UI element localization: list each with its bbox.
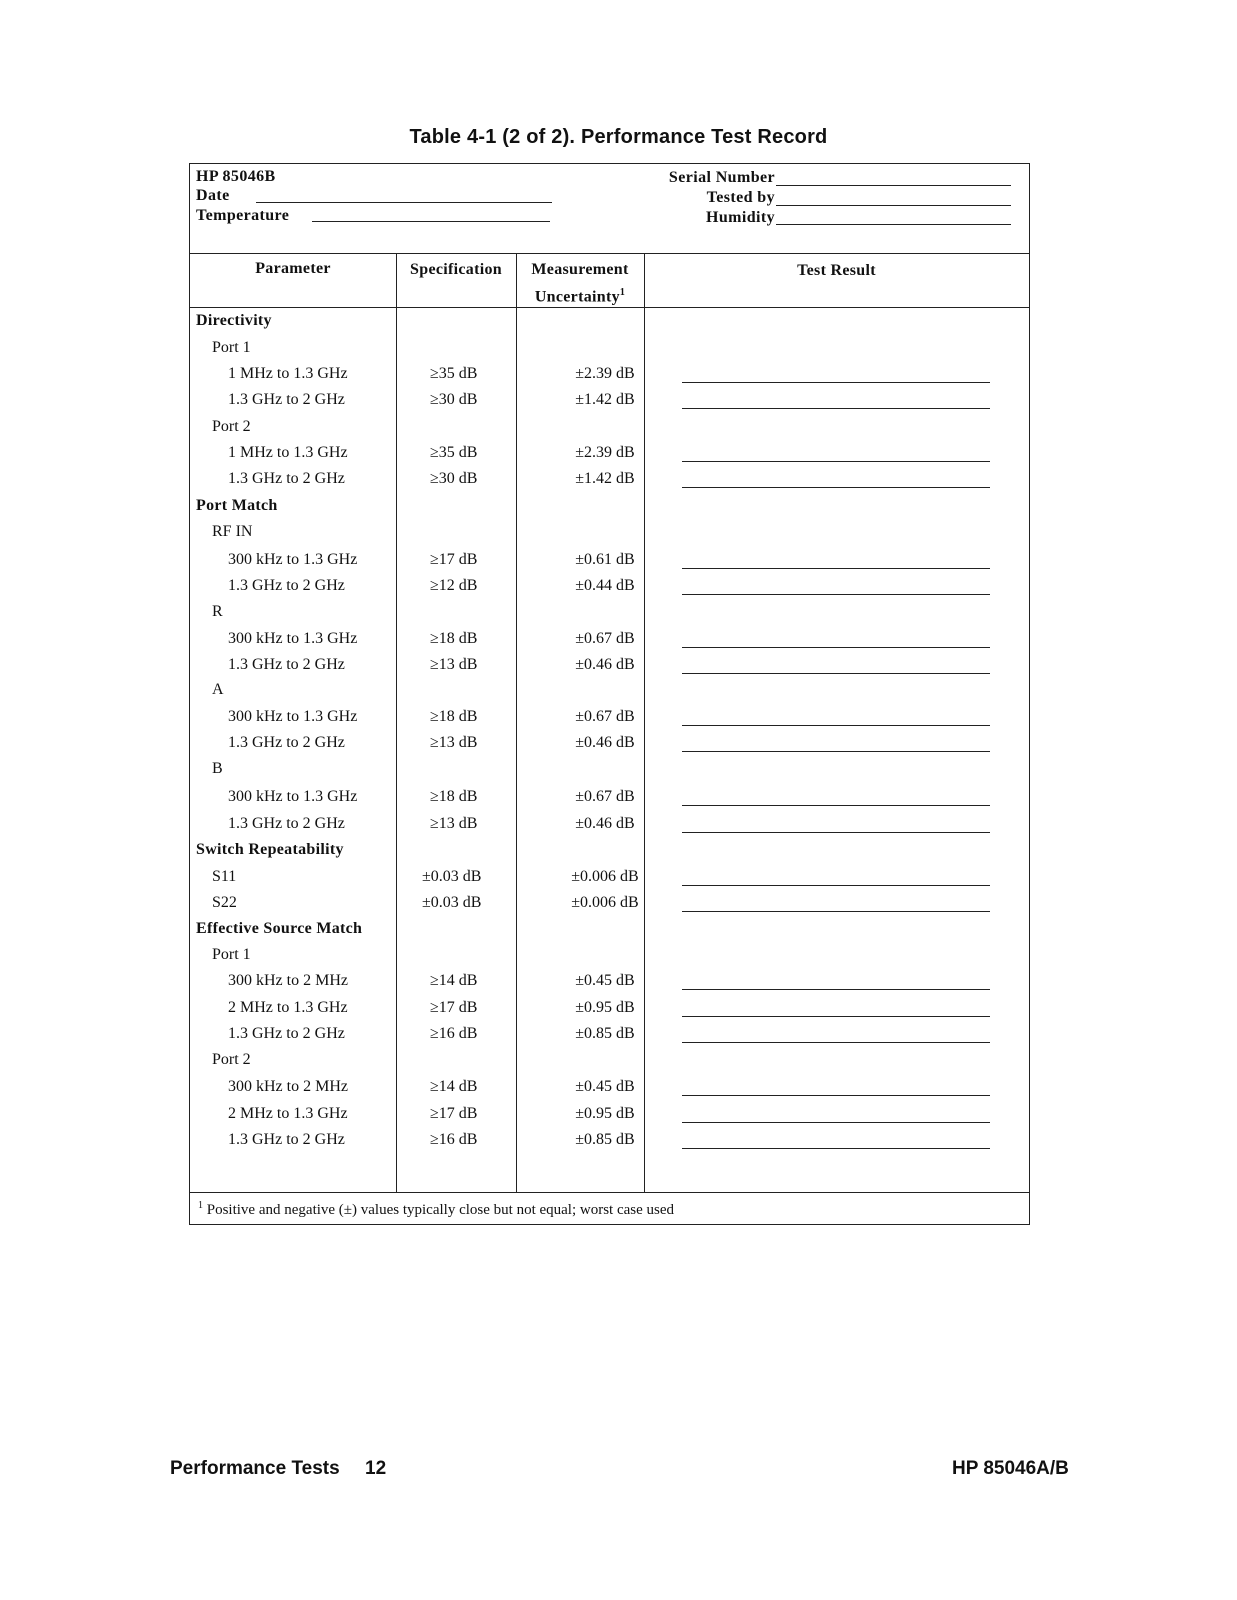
parameter-cell: Port Match	[196, 497, 278, 514]
column-headers	[190, 254, 1029, 308]
specification-cell: ≥30 dB	[430, 391, 478, 408]
table-row	[190, 1078, 1029, 1104]
test-result-field[interactable]	[682, 487, 990, 488]
footnote-number: 1	[198, 1200, 203, 1211]
uncertainty-cell: ±0.46 dB	[575, 734, 635, 751]
footnote	[190, 1192, 1029, 1224]
test-result-field[interactable]	[682, 1095, 990, 1096]
parameter-cell: 1.3 GHz to 2 GHz	[228, 391, 345, 408]
parameter-cell: Directivity	[196, 312, 272, 329]
table-row	[190, 946, 1029, 972]
parameter-header: Parameter	[255, 260, 331, 277]
test-result-field[interactable]	[682, 989, 990, 990]
date-label: Date	[196, 187, 230, 204]
test-result-field[interactable]	[682, 725, 990, 726]
table-row	[190, 365, 1029, 391]
uncertainty-cell: ±0.46 dB	[575, 815, 635, 832]
parameter-cell: 2 MHz to 1.3 GHz	[228, 1105, 348, 1122]
test-result-field[interactable]	[682, 382, 990, 383]
table-row	[190, 788, 1029, 814]
parameter-cell: Port 1	[212, 339, 251, 356]
uncertainty-cell: ±2.39 dB	[575, 444, 635, 461]
parameter-cell: 1 MHz to 1.3 GHz	[228, 444, 348, 461]
footnote-text: Positive and negative (±) values typically close but not equal; worst case used	[206, 1202, 675, 1218]
table-row	[190, 497, 1029, 523]
table-row	[190, 551, 1029, 577]
page-number: 12	[365, 1458, 387, 1479]
test-result-field[interactable]	[682, 408, 990, 409]
parameter-cell: 2 MHz to 1.3 GHz	[228, 999, 348, 1016]
uncertainty-cell: ±0.85 dB	[575, 1131, 635, 1148]
footnote-marker: 1	[619, 287, 626, 298]
table-row	[190, 868, 1029, 894]
footer-model: HP 85046A/B	[952, 1458, 1069, 1479]
test-result-field[interactable]	[682, 1042, 990, 1043]
uncertainty-cell: ±1.42 dB	[575, 391, 635, 408]
table-row	[190, 894, 1029, 920]
table-row	[190, 920, 1029, 946]
uncertainty-cell: ±0.45 dB	[575, 1078, 635, 1095]
uncertainty-cell: ±0.85 dB	[575, 1025, 635, 1042]
table-row	[190, 630, 1029, 656]
test-result-field[interactable]	[682, 647, 990, 648]
parameter-cell: Port 2	[212, 1051, 251, 1068]
specification-cell: ±0.03 dB	[422, 868, 482, 885]
parameter-cell: 1.3 GHz to 2 GHz	[228, 656, 345, 673]
specification-cell: ≥18 dB	[430, 708, 478, 725]
table-row	[190, 734, 1029, 760]
table-title: Table 4-1 (2 of 2). Performance Test Record	[409, 126, 828, 148]
parameter-cell: Effective Source Match	[196, 920, 363, 937]
table-row	[190, 972, 1029, 998]
tested-by-field[interactable]	[776, 205, 1011, 206]
parameter-cell: 1.3 GHz to 2 GHz	[228, 1025, 345, 1042]
table-row	[190, 523, 1029, 549]
model-label: HP 85046B	[196, 168, 276, 185]
parameter-cell: Port 2	[212, 418, 251, 435]
uncertainty-header: Uncertainty$^1$	[534, 287, 626, 306]
date-field[interactable]	[256, 202, 552, 203]
table-row	[190, 444, 1029, 470]
table-row	[190, 339, 1029, 365]
performance-test-record-table	[189, 163, 1030, 1225]
tested-by-label: Tested by	[706, 189, 775, 206]
parameter-cell: B	[212, 760, 223, 777]
parameter-cell: S22	[212, 894, 237, 911]
specification-cell: ≥14 dB	[430, 972, 478, 989]
specification-cell: ≥18 dB	[430, 630, 478, 647]
uncertainty-cell: ±0.45 dB	[575, 972, 635, 989]
footer-section: Performance Tests	[170, 1458, 340, 1479]
parameter-cell: RF IN	[212, 523, 253, 540]
parameter-cell: 300 kHz to 2 MHz	[228, 1078, 348, 1095]
uncertainty-cell: ±0.006 dB	[571, 894, 639, 911]
humidity-field[interactable]	[776, 224, 1011, 225]
specification-cell: ≥16 dB	[430, 1025, 478, 1042]
serial-number-label: Serial Number	[668, 169, 775, 186]
table-row	[190, 470, 1029, 496]
parameter-cell: Port 1	[212, 946, 251, 963]
parameter-cell: 1.3 GHz to 2 GHz	[228, 734, 345, 751]
table-row	[190, 1131, 1029, 1157]
humidity-label: Humidity	[706, 209, 775, 226]
parameter-cell: 300 kHz to 1.3 GHz	[228, 708, 358, 725]
table-row	[190, 815, 1029, 841]
specification-cell: ≥13 dB	[430, 815, 478, 832]
specification-cell: ±0.03 dB	[422, 894, 482, 911]
specification-cell: ≥14 dB	[430, 1078, 478, 1095]
test-result-field[interactable]	[682, 673, 990, 674]
uncertainty-cell: ±2.39 dB	[575, 365, 635, 382]
table-row	[190, 577, 1029, 603]
table-row	[190, 656, 1029, 682]
test-result-field[interactable]	[682, 594, 990, 595]
table-row	[190, 1051, 1029, 1077]
uncertainty-cell: ±0.67 dB	[575, 630, 635, 647]
table-row	[190, 418, 1029, 444]
specification-cell: ≥16 dB	[430, 1131, 478, 1148]
test-result-field[interactable]	[682, 885, 990, 886]
test-result-field[interactable]	[682, 1016, 990, 1017]
uncertainty-cell: ±0.67 dB	[575, 708, 635, 725]
parameter-cell: Switch Repeatability	[196, 841, 344, 858]
table-row	[190, 999, 1029, 1025]
table-row	[190, 708, 1029, 734]
parameter-cell: R	[212, 603, 223, 620]
parameter-cell: 300 kHz to 1.3 GHz	[228, 630, 358, 647]
record-header	[190, 164, 1029, 254]
test-result-field[interactable]	[682, 832, 990, 833]
test-result-field[interactable]	[682, 1148, 990, 1149]
test-result-field[interactable]	[682, 461, 990, 462]
parameter-cell: 300 kHz to 2 MHz	[228, 972, 348, 989]
uncertainty-cell: ±0.46 dB	[575, 656, 635, 673]
measurement-header: Measurement	[531, 261, 629, 278]
uncertainty-cell: ±0.95 dB	[575, 1105, 635, 1122]
parameter-cell: 1.3 GHz to 2 GHz	[228, 1131, 345, 1148]
specification-cell: ≥35 dB	[430, 365, 478, 382]
table-row	[190, 681, 1029, 707]
test-result-field[interactable]	[682, 805, 990, 806]
uncertainty-cell: ±0.95 dB	[575, 999, 635, 1016]
uncertainty-cell: ±1.42 dB	[575, 470, 635, 487]
test-result-field[interactable]	[682, 1122, 990, 1123]
specification-cell: ≥17 dB	[430, 1105, 478, 1122]
uncertainty-cell: ±0.006 dB	[571, 868, 639, 885]
uncertainty-cell: ±0.67 dB	[575, 788, 635, 805]
temperature-label: Temperature	[196, 207, 290, 224]
specification-cell: ≥13 dB	[430, 656, 478, 673]
parameter-cell: S11	[212, 868, 237, 885]
serial-number-field[interactable]	[776, 185, 1011, 186]
specification-cell: ≥12 dB	[430, 577, 478, 594]
table-row	[190, 1105, 1029, 1131]
uncertainty-cell: ±0.61 dB	[575, 551, 635, 568]
test-result-field[interactable]	[682, 568, 990, 569]
test-result-field[interactable]	[682, 751, 990, 752]
specification-cell: ≥17 dB	[430, 551, 478, 568]
parameter-cell: A	[212, 681, 224, 698]
table-row	[190, 391, 1029, 417]
table-row	[190, 1025, 1029, 1051]
parameter-cell: 1 MHz to 1.3 GHz	[228, 365, 348, 382]
temperature-field[interactable]	[312, 221, 550, 222]
table-row	[190, 841, 1029, 867]
parameter-cell: 1.3 GHz to 2 GHz	[228, 577, 345, 594]
parameter-cell: 300 kHz to 1.3 GHz	[228, 788, 358, 805]
test-result-header: Test Result	[797, 262, 876, 279]
specification-cell: ≥17 dB	[430, 999, 478, 1016]
table-row	[190, 760, 1029, 786]
specification-cell: ≥30 dB	[430, 470, 478, 487]
specification-cell: ≥35 dB	[430, 444, 478, 461]
parameter-cell: 300 kHz to 1.3 GHz	[228, 551, 358, 568]
parameter-cell: 1.3 GHz to 2 GHz	[228, 815, 345, 832]
table-row	[190, 603, 1029, 629]
specification-cell: ≥13 dB	[430, 734, 478, 751]
table-row	[190, 312, 1029, 338]
test-result-field[interactable]	[682, 911, 990, 912]
parameter-cell: 1.3 GHz to 2 GHz	[228, 470, 345, 487]
specification-header: Specification	[410, 261, 502, 278]
uncertainty-cell: ±0.44 dB	[575, 577, 635, 594]
specification-cell: ≥18 dB	[430, 788, 478, 805]
